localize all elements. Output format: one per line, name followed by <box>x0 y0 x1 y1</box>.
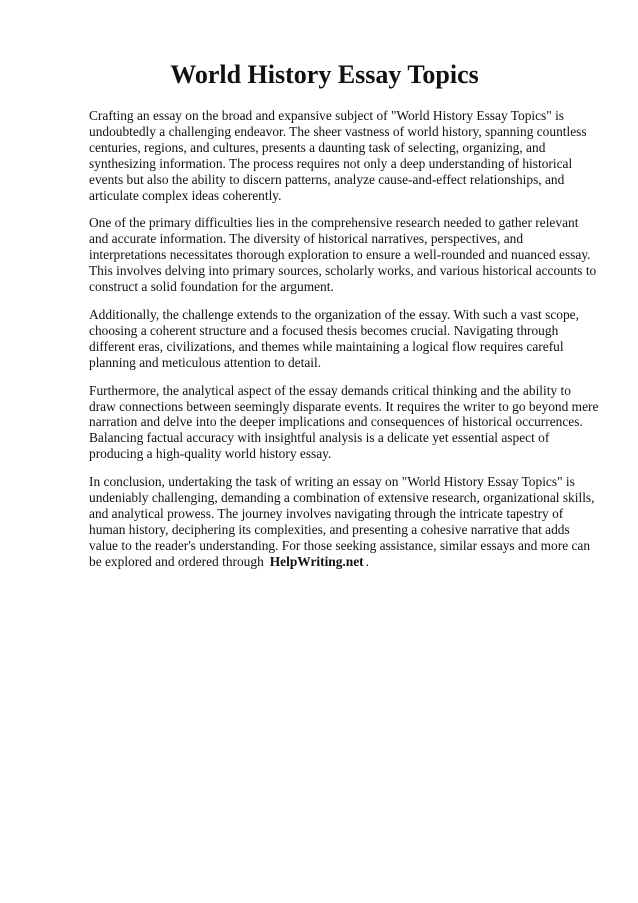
paragraph-4: Furthermore, the analytical aspect of the essay demands critical thinking and the ability to draw connections between seemingly disparate events. It requires the writer to go beyond mere narration and delve into the deeper implications and consequences of historical occurrences. Balancing factual accuracy with insightful analysis is a delicate yet essential aspect of producing a high-quality world history essay. <box>89 382 599 462</box>
helpwriting-link[interactable]: HelpWriting.net <box>269 553 364 569</box>
paragraph-1: Crafting an essay on the broad and expansive subject of "World History Essay Topics" is undoubtedly a challenging endeavor. The sheer vastness of world history, spanning countless centuries, regions, and cultures, presents a daunting task of selecting, organizing, and synthesizing information. The process requires not only a deep understanding of historical events but also the ability to discern patterns, analyze cause-and-effect relationships, and articulate complex ideas coherently. <box>89 108 587 203</box>
paragraph-5-end: . <box>365 553 369 569</box>
paragraph-5 <box>89 474 601 569</box>
paragraph-2: One of the primary difficulties lies in the comprehensive research needed to gather relevant and accurate information. The diversity of historical narratives, perspectives, and interpretations necessitates thorough exploration to ensure a well-rounded and nuanced essay. This involves delving into primary sources, scholarly works, and various historical accounts to construct a solid foundation for the argument. <box>89 215 597 295</box>
paragraph-3: Additionally, the challenge extends to the organization of the essay. With such a vast scope, choosing a coherent structure and a focused thesis becomes crucial. Navigating through different eras, civilizations, and themes while maintaining a logical flow requires careful planning and meticulous attention to detail. <box>89 306 579 370</box>
paragraph-5-text: In conclusion, undertaking the task of writing an essay on "World History Essay Topics" is undeniably challenging, demanding a combination of extensive research, organizational skills, and analytical prowess. The journey involves navigating through the intricate tapestry of human history, deciphering its complexities, and presenting a cohesive narrative that adds value to the reader's understanding. For those seeking assistance, similar essays and more can be explored and ordered through <box>89 474 595 569</box>
page-title: World History Essay Topics <box>170 60 479 89</box>
